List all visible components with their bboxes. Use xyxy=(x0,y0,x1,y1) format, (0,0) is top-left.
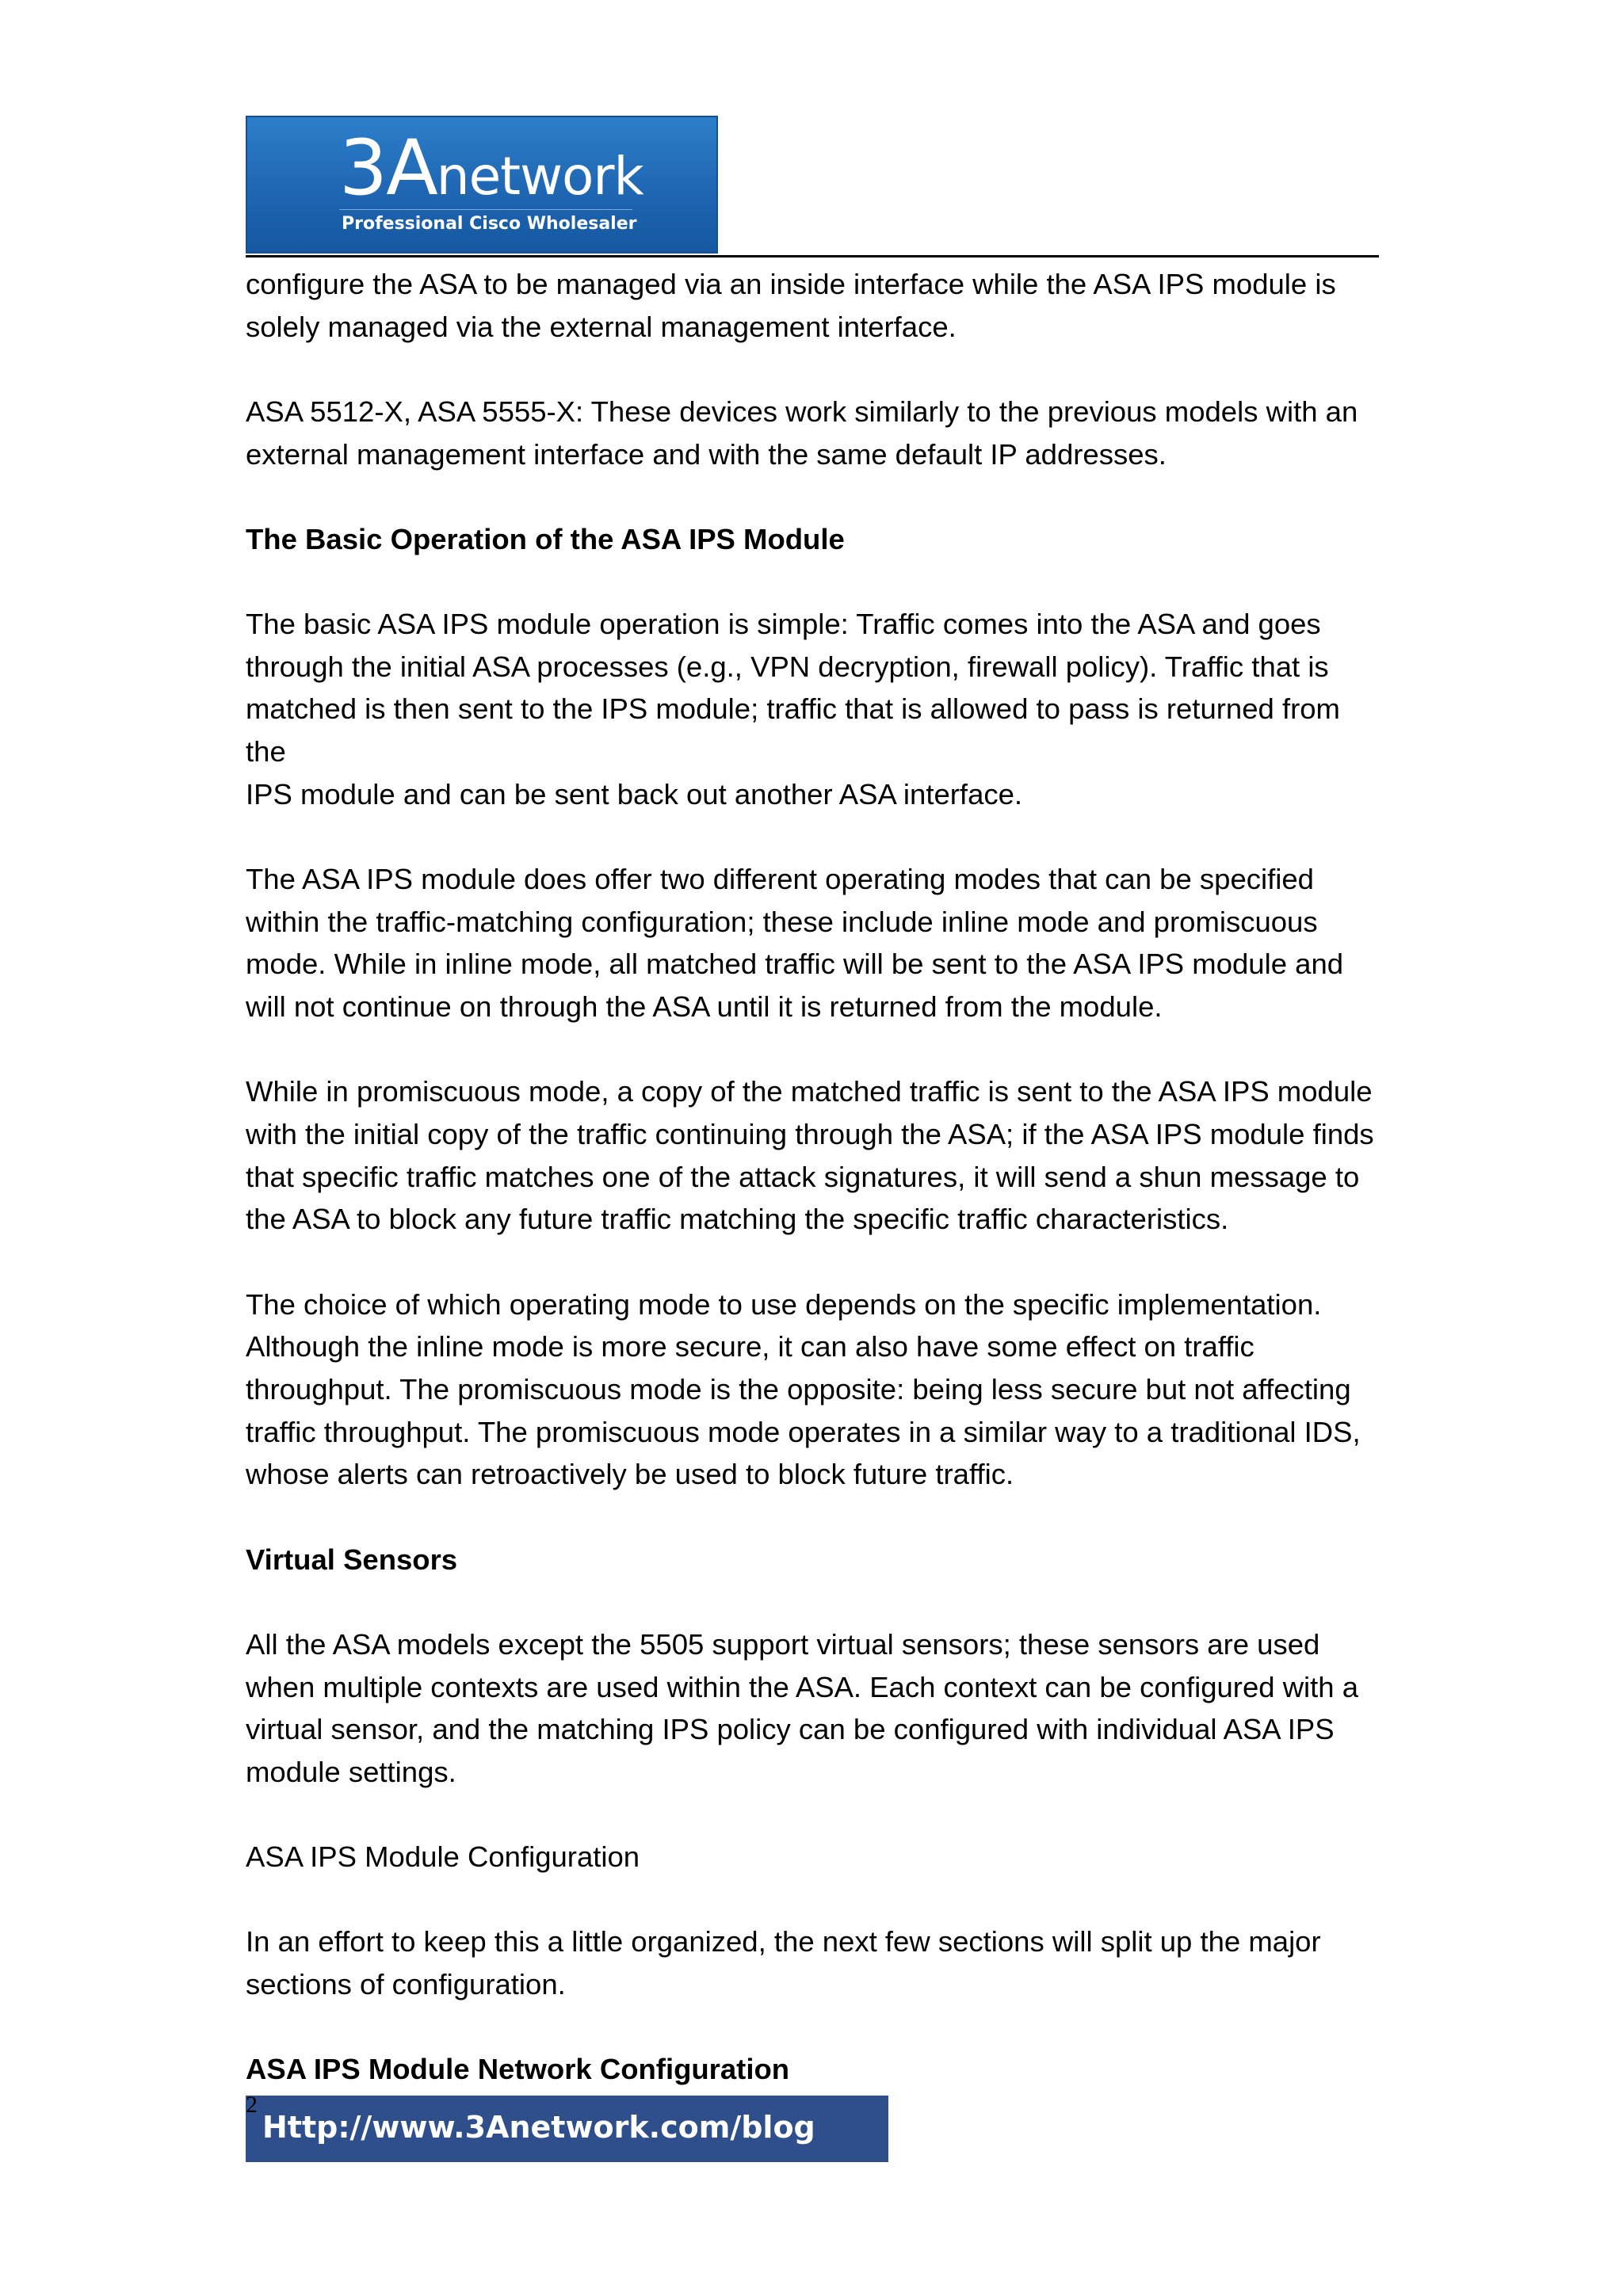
paragraph: The choice of which operating mode to use depends on the specific implementation. Although the inline mode is more secure, it can also have some effect on traffic throughput. The promiscuous mode is the opposite: being less secure but not affecting traffic throughput. The promiscuous mode operates in a similar way to a traditional IDS, whose alerts can retroactively be used to block future traffic. xyxy=(246,1287,1361,1491)
logo-title-prefix: 3A xyxy=(339,124,437,212)
section-heading: Virtual Sensors xyxy=(246,1543,458,1576)
paragraph: The basic ASA IPS module operation is simple: Traffic comes into the ASA and goes through the initial ASA processes (e.g., VPN decryption, firewall policy). Traffic that is matched is then sent to the IPS module; traffic that is allowed to pass is returned from the IPS module and can be sent back out another ASA interface. xyxy=(246,608,1340,810)
header-divider xyxy=(246,255,1379,257)
paragraph: All the ASA models except the 5505 support virtual sensors; these sensors are used when multiple contexts are used within the ASA. Each context can be configured with a virtual sensor, and the matching IPS policy can be configured with individual ASA IPS module settings. xyxy=(246,1627,1359,1788)
paragraph: The ASA IPS module does offer two different operating modes that can be specified within the traffic-matching configuration; these include inline mode and promiscuous mode. While in inline mode, all matched traffic will be sent to the ASA IPS module and will not continue on through the ASA until it is returned from the module. xyxy=(246,863,1344,1024)
paragraph: configure the ASA to be managed via an inside interface while the ASA IPS module is solely managed via the external management interface. xyxy=(246,268,1336,343)
document-body xyxy=(246,263,1387,2134)
paragraph: In an effort to keep this a little organized, the next few sections will split up the major sections of configuration. xyxy=(246,1925,1321,2001)
footer-url-banner[interactable] xyxy=(246,2096,888,2162)
company-logo xyxy=(246,116,718,254)
section-heading: ASA IPS Module Network Configuration xyxy=(246,2053,790,2086)
logo-title xyxy=(339,124,643,212)
subsection-title: ASA IPS Module Configuration xyxy=(246,1840,640,1874)
page-number: 2 xyxy=(246,2092,258,2118)
logo-divider xyxy=(339,209,632,210)
paragraph: While in promiscuous mode, a copy of the matched traffic is sent to the ASA IPS module with the initial copy of the traffic continuing through the ASA; if the ASA IPS module finds that specific traffic matches one of the attack signatures, it will send a shun message to the ASA to block any future traffic matching the specific traffic characteristics. xyxy=(246,1075,1374,1236)
logo-subtitle: Professional Cisco Wholesaler xyxy=(342,214,637,234)
paragraph: ASA 5512-X, ASA 5555-X: These devices work similarly to the previous models with an external management interface and with the same default IP addresses. xyxy=(246,395,1358,471)
section-heading: The Basic Operation of the ASA IPS Module xyxy=(246,522,845,555)
logo-title-suffix: network xyxy=(436,146,643,207)
footer-url-link[interactable]: Http://www.3Anetwork.com/blog xyxy=(262,2110,815,2145)
